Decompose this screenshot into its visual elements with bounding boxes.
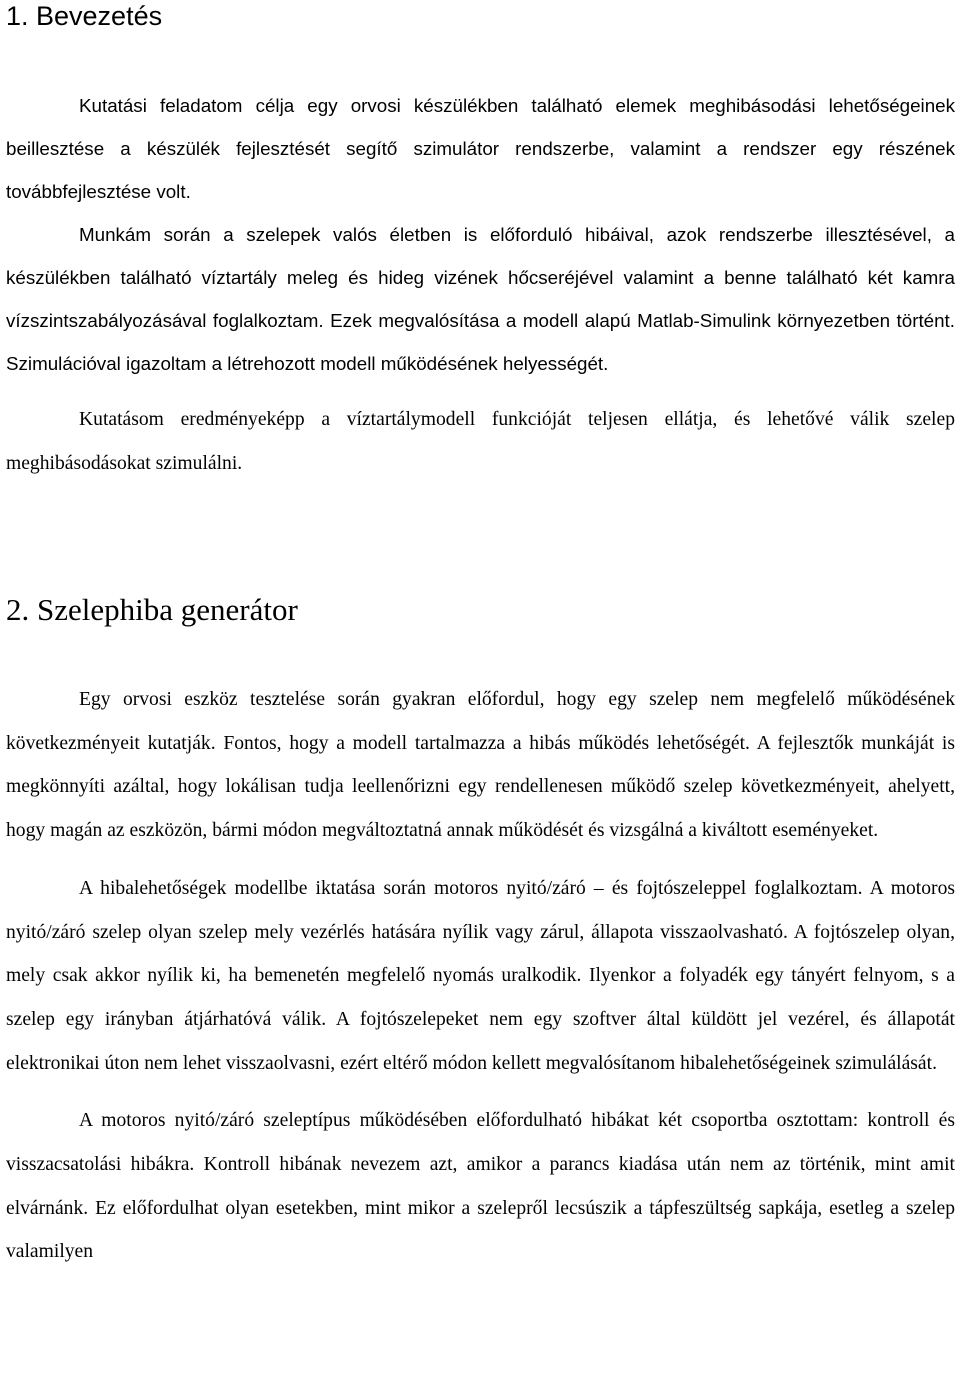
section-1-heading: 1. Bevezetés (6, 1, 163, 31)
section-1-paragraph-2: Munkám során a szelepek valós életben is előforduló hibáival, azok rendszerbe illesztésével, a készülékben található víztartály meleg és hideg vizének hőcseréjével valamint a benne található két kamra vízszintszabályozásával foglalkoztam. Ezek megvalósítása a modell alapú Matlab-Simulink környezetben történt. Szimulációval igazoltam a létrehozott modell működésének helyességét. (6, 224, 955, 374)
section-1-paragraph-3: Kutatásom eredményeképp a víztartálymodell funkcióját teljesen ellátja, és lehetővé válik szelep meghibásodásokat szimulálni. (6, 409, 955, 474)
section-2-heading: 2. Szelephiba generátor (6, 592, 298, 627)
section-2-paragraph-1: Egy orvosi eszköz tesztelése során gyakran előfordul, hogy egy szelep nem megfelelő működésének következményeit kutatják. Fontos, hogy a modell tartalmazza a hibás működés lehetőségét. A fejlesztők munkáját is megkönnyíti azáltal, hogy lokálisan tudja leellenőrizni egy rendellenesen működő szelep következményeit, ahelyett, hogy magán az eszközön, bármi módon megváltoztatná annak működését és vizsgálná a kiváltott eseményeket. (6, 689, 955, 842)
section-2-body (6, 678, 955, 1274)
section-1-paragraph-1: Kutatási feladatom célja egy orvosi készülékben található elemek meghibásodási lehetőségeinek beillesztése a készülék fejlesztését segítő szimulátor rendszerbe, valamint a rendszer egy részének továbbfejlesztése volt. (6, 95, 955, 202)
section-1-body (6, 84, 955, 485)
section-2-paragraph-2: A hibalehetőségek modellbe iktatása során motoros nyitó/záró – és fojtószeleppel foglalkoztam. A motoros nyitó/záró szelep olyan szelep mely vezérlés hatására nyílik vagy zárul, állapota visszaolvasható. A fojtószelep olyan, mely csak akkor nyílik ki, ha bemenetén megfelelő nyomás uralkodik. Ilyenkor a folyadék egy tányért felnyom, s a szelep egy irányban átjárhatóvá válik. A fojtószelepeket nem egy szoftver által küldött jel vezérel, és állapotát elektronikai úton nem lehet visszaolvasni, ezért eltérő módon kellett megvalósítanom hibalehetőségeinek szimulálását. (6, 877, 955, 1074)
section-2-paragraph-3: A motoros nyitó/záró szeleptípus működésében előfordulható hibákat két csoportba osztottam: kontroll és visszacsatolási hibákra. Kontroll hibának nevezem azt, amikor a parancs kiadása után nem az történik, mint amit elvárnánk. Ez előfordulhat olyan esetekben, mint mikor a szelepről lecsúszik a tápfeszültség sapkája, esetleg a szelep valamilyen (6, 1110, 955, 1263)
